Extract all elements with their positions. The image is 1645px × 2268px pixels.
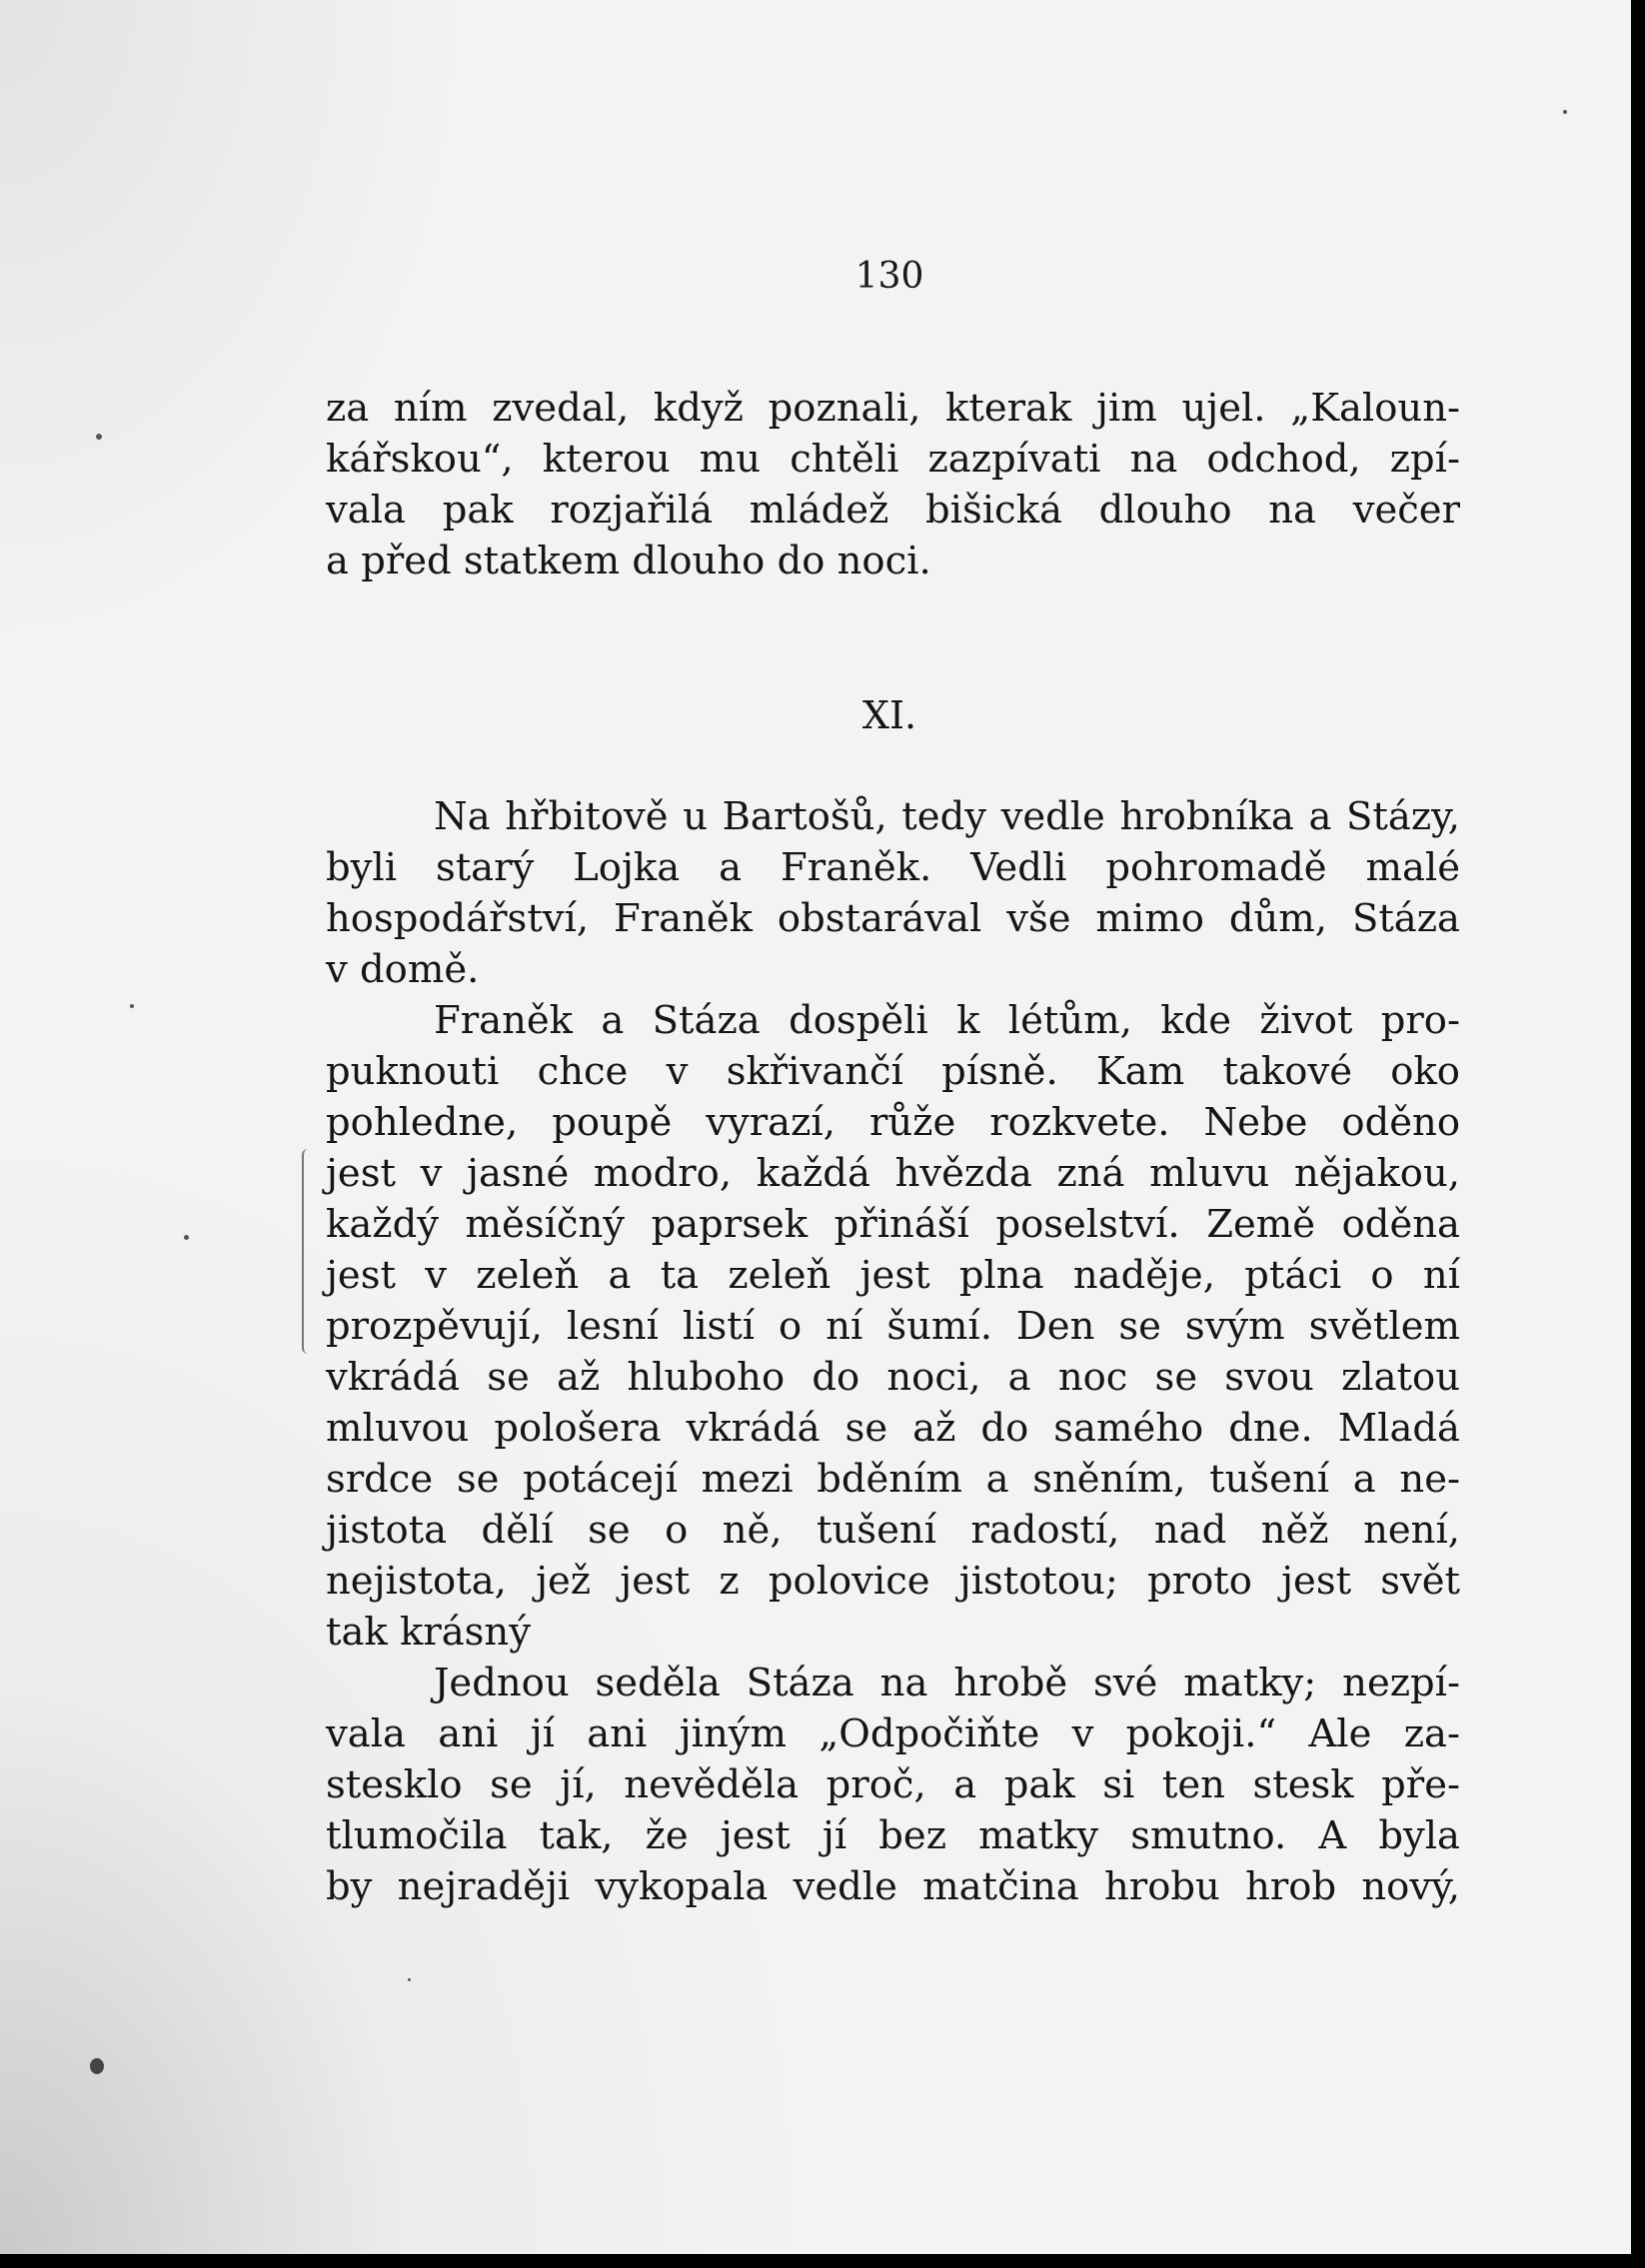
- ink-speck: [408, 1978, 411, 1981]
- page-number: 130: [854, 256, 924, 297]
- text-line: Franěk a Stáza dospěli k létům, kde život pro-: [434, 998, 1460, 1043]
- text-line: Jednou seděla Stáza na hrobě své matky; nezpí-: [434, 1661, 1460, 1705]
- text-line: každý měsíčný paprsek přináší poselství. Země oděna: [326, 1202, 1460, 1247]
- text-line: tlumočila tak, že jest jí bez matky smutno. A byla: [326, 1813, 1460, 1858]
- text-line: vkrádá se až hluboho do noci, a noc se svou zlatou: [326, 1355, 1460, 1400]
- text-line: byli starý Lojka a Franěk. Vedli pohromadě malé: [326, 845, 1460, 890]
- text-line: vala ani jí ani jiným „Odpočiňte v pokoji.“ Ale za-: [326, 1711, 1460, 1756]
- text-line: by nejraději vykopala vedle matčina hrobu hrob nový,: [326, 1864, 1460, 1909]
- text-line: tak krásný: [326, 1610, 531, 1655]
- text-line: Na hřbitově u Bartošů, tedy vedle hrobníka a Stázy,: [434, 794, 1460, 839]
- chapter-heading: XI.: [861, 693, 917, 737]
- text-line: stesklo se jí, nevěděla proč, a pak si ten stesk pře-: [326, 1762, 1460, 1807]
- ink-speck: [96, 434, 102, 440]
- ink-speck: [90, 2058, 104, 2074]
- text-line: srdce se potácejí mezi bděním a sněním, tušení a ne-: [326, 1457, 1460, 1502]
- ink-speck: [1563, 110, 1567, 114]
- text-line: pohledne, poupě vyrazí, růže rozkvete. Nebe oděno: [326, 1100, 1460, 1145]
- text-line: jest v jasné modro, každá hvězda zná mluvu nějakou,: [326, 1151, 1460, 1196]
- text-line: puknouti chce v skřivančí písně. Kam takové oko: [326, 1049, 1460, 1094]
- text-line: a před statkem dlouho do noci.: [326, 539, 931, 583]
- text-line: jest v zeleň a ta zeleň jest plna naděje, ptáci o ní: [326, 1253, 1460, 1298]
- text-line: hospodářství, Franěk obstarával vše mimo dům, Stáza: [326, 896, 1460, 941]
- text-line: jistota dělí se o ně, tušení radostí, nad něž není,: [326, 1508, 1460, 1553]
- text-line: v domě.: [326, 947, 480, 992]
- text-line: vala pak rozjařilá mládež bišická dlouho na večer: [326, 488, 1460, 533]
- chapter-text: [326, 791, 1460, 1912]
- ink-speck: [184, 1235, 189, 1240]
- text-line: kářskou“, kterou mu chtěli zazpívati na odchod, zpí-: [326, 437, 1460, 482]
- text-line: prozpěvují, lesní listí o ní šumí. Den se svým světlem: [326, 1304, 1460, 1349]
- text-line: nejistota, jež jest z polovice jistotou; proto jest svět: [326, 1559, 1460, 1604]
- margin-pencil-mark: [302, 1149, 310, 1354]
- text-line: mluvou pološera vkrádá se až do samého dne. Mladá: [326, 1406, 1460, 1451]
- opening-paragraph: [326, 383, 1460, 586]
- ink-speck: [130, 1004, 134, 1008]
- text-line: za ním zvedal, když poznali, kterak jim ujel. „Kaloun-: [326, 386, 1460, 431]
